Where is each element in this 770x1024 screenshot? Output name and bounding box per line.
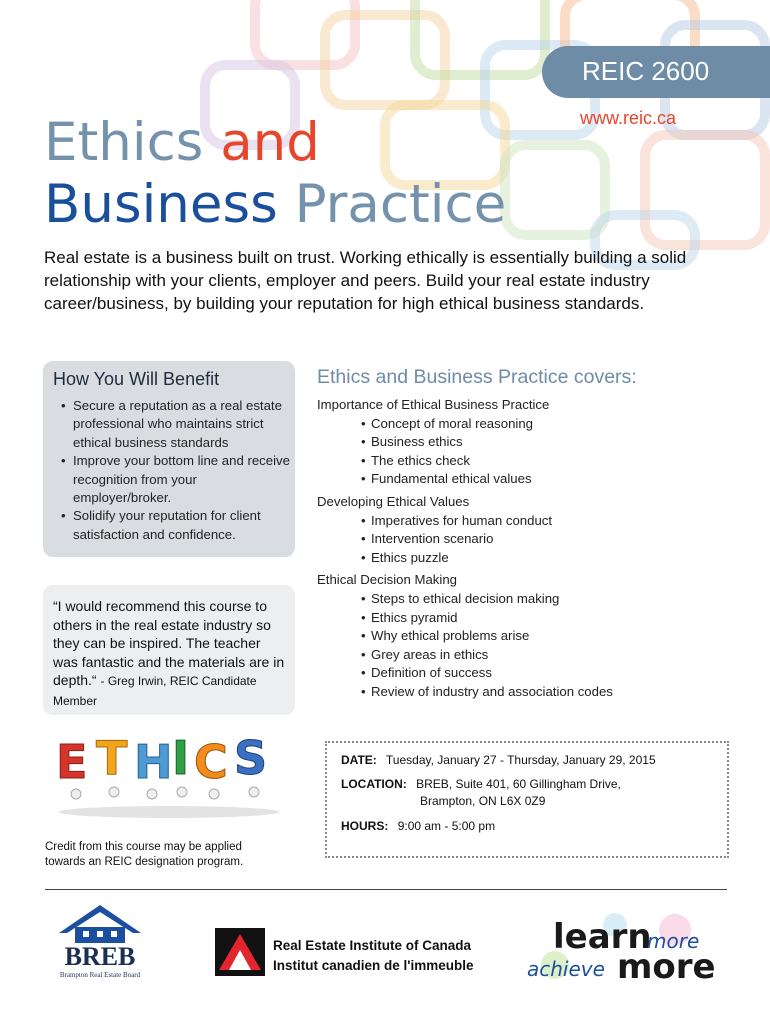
testimonial-attribution: - Greg Irwin, REIC Candidate Member — [53, 674, 257, 708]
course-code: REIC 2600 — [582, 56, 710, 86]
testimonial-panel — [43, 585, 295, 715]
ethics-illustration — [54, 730, 284, 820]
reic-logo — [215, 928, 265, 976]
benefits-list — [53, 397, 293, 544]
list-item: • Fundamental ethical values — [317, 470, 747, 489]
breb-logo — [55, 903, 145, 985]
date-row — [341, 753, 656, 767]
intro-paragraph: Real estate is a business built on trust. Working ethically is essentially building a solid relationship with your clients, employer and peers. Build your real estate industry career/business, by building your reputation for high ethical business standards. — [44, 248, 687, 313]
reic-name — [273, 936, 474, 976]
page-title — [44, 112, 506, 236]
hours-value: 9:00 am - 5:00 pm — [397, 819, 496, 833]
location-row-2 — [420, 794, 545, 808]
list-item: • Secure a reputation as a real estate professional who maintains strict ethical business standards — [63, 397, 293, 452]
lam-achieve: achieve — [527, 957, 605, 981]
learn-more-achieve-more-logo — [525, 910, 716, 990]
breb-name: BREB — [64, 942, 136, 971]
ethics-letter-group — [56, 735, 87, 799]
list-item: • Steps to ethical decision making — [317, 590, 747, 609]
ethics-letter: H — [134, 735, 173, 789]
ethics-letter: S — [234, 731, 268, 785]
section-title: Developing Ethical Values — [317, 493, 470, 509]
hours-row — [341, 819, 495, 833]
title-word: Business — [44, 174, 278, 235]
section-title: Ethical Decision Making — [317, 572, 457, 588]
location-value: BREB, Suite 401, 60 Gillingham Drive, — [416, 777, 621, 791]
date-label: DATE: — [341, 753, 377, 767]
location-value: Brampton, ON L6X 0Z9 — [420, 794, 546, 808]
ethics-letter: E — [56, 735, 88, 789]
reic-name-en: Real Estate Institute of Canada — [273, 938, 472, 953]
covers-heading: Ethics and Business Practice covers: — [317, 366, 637, 388]
list-item: • Ethics puzzle — [317, 549, 747, 568]
ethics-letter: C — [194, 735, 228, 789]
date-value: Tuesday, January 27 - Thursday, January 29, 2015 — [385, 753, 656, 767]
benefits-panel — [43, 361, 295, 557]
ethics-letter: I — [172, 731, 190, 785]
lam-more-2: more — [617, 947, 716, 987]
list-item: • Grey areas in ethics — [317, 646, 747, 665]
testimonial — [53, 597, 289, 711]
credit-note: Credit from this course may be applied towards an REIC designation program. — [45, 841, 244, 868]
section-title: Importance of Ethical Business Practice — [317, 397, 550, 412]
title-word: and — [220, 112, 320, 173]
benefits-heading: How You Will Benefit — [53, 369, 220, 389]
list-item: • Ethics pyramid — [317, 609, 747, 628]
ethics-letter: T — [96, 731, 128, 785]
covers-section — [317, 493, 747, 567]
footer-divider — [45, 889, 727, 890]
list-item: • Imperatives for human conduct — [317, 512, 747, 531]
title-word: Ethics — [44, 112, 204, 173]
location-label: LOCATION: — [341, 777, 407, 791]
list-item: • Why ethical problems arise — [317, 627, 747, 646]
title-word: Practice — [294, 174, 507, 235]
list-item: • Business ethics — [317, 433, 747, 452]
lam-more-1: more — [647, 929, 700, 953]
list-item: • Definition of success — [317, 664, 747, 683]
covers-section — [317, 571, 747, 701]
list-item: • Review of industry and association codes — [317, 683, 747, 702]
location-row — [341, 777, 621, 791]
website-link[interactable]: www.reic.ca — [580, 108, 677, 128]
covers-list — [317, 396, 747, 706]
hours-label: HOURS: — [341, 819, 389, 833]
covers-section — [317, 396, 747, 489]
breb-subtitle: Brampton Real Estate Board — [59, 971, 141, 979]
list-item: • The ethics check — [317, 452, 747, 471]
event-details-box — [325, 741, 729, 858]
testimonial-quote: “I would recommend this course to others in the real estate industry so they can be inspired. The teacher was fantastic and the materials are in depth.“ — [53, 598, 285, 689]
list-item: • Solidify your reputation for client satisfaction and confidence. — [63, 507, 293, 544]
list-item: • Concept of moral reasoning — [317, 415, 747, 434]
list-item: • Intervention scenario — [317, 530, 747, 549]
list-item: • Improve your bottom line and receive recognition from your employer/broker. — [63, 452, 293, 507]
reic-name-fr: Institut canadien de l'immeuble — [273, 958, 474, 973]
lam-learn: learn — [553, 917, 652, 957]
